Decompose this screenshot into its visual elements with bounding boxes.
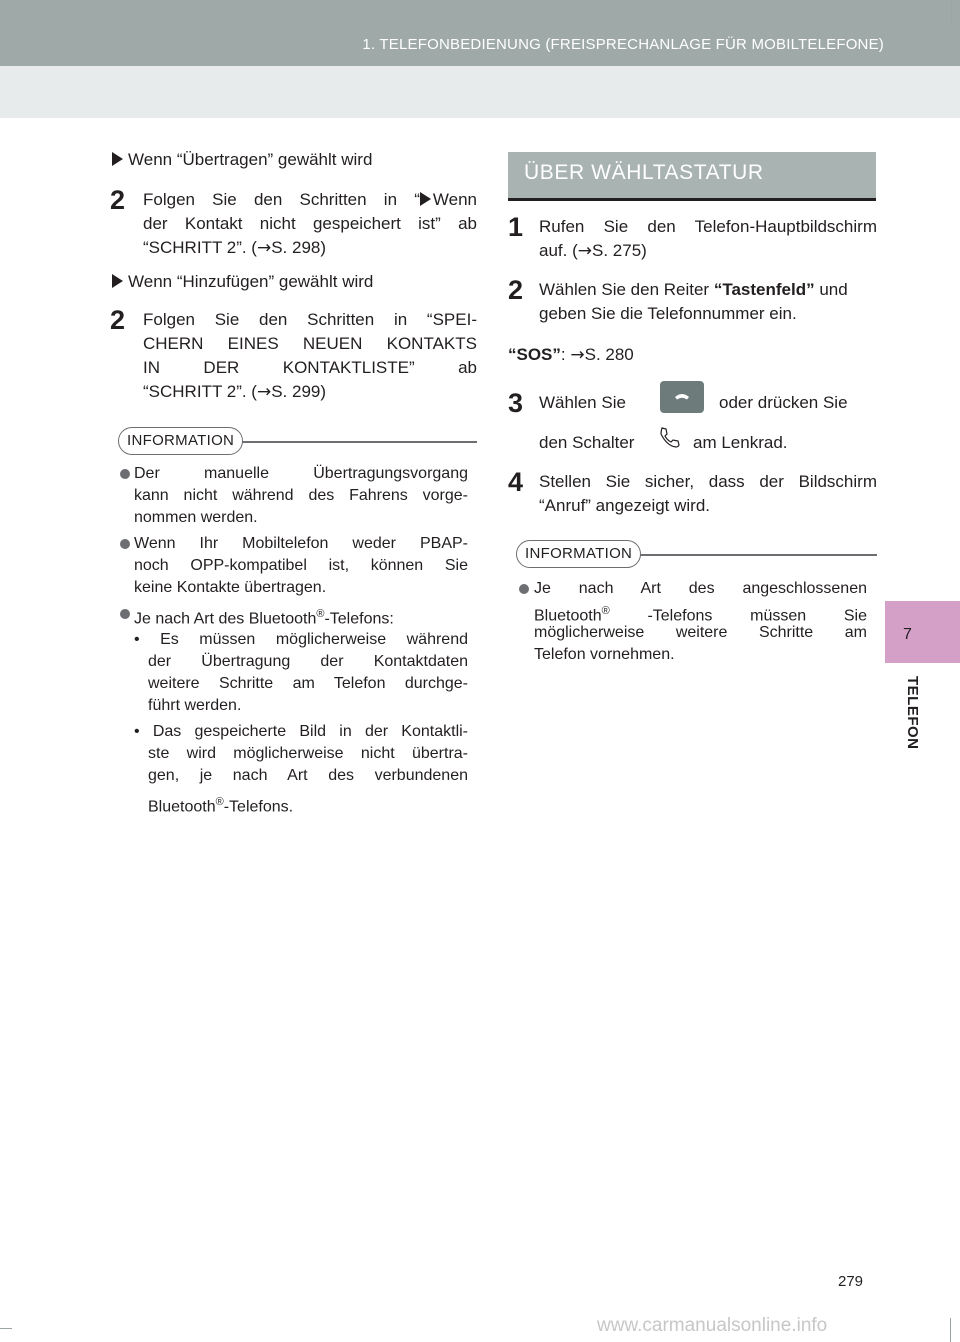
- step-number: 3: [508, 388, 524, 418]
- step-text: Stellen Sie sicher, dass der Bildschirm: [539, 472, 877, 491]
- info-text: Der manuelle Übertragungsvorgang: [134, 465, 468, 482]
- step-text: “SCHRITT 2”. (→S. 299): [143, 382, 327, 402]
- info-subitem: weitere Schritte am Telefon durchge-: [148, 675, 468, 692]
- info-text: Bluetooth® -Telefons müssen Sie: [534, 605, 867, 625]
- triangle-icon: [112, 152, 123, 166]
- step-text: Wählen Sie den Reiter “Tastenfeld” und: [539, 280, 848, 299]
- section-heading-text: ÜBER WÄHLTASTATUR: [524, 161, 764, 184]
- step-number: 2: [110, 185, 126, 215]
- step-text: CHERN EINES NEUEN KONTAKTS: [143, 334, 477, 353]
- step-text: am Lenkrad.: [693, 433, 788, 452]
- step-number: 2: [110, 305, 126, 335]
- arrow-icon: →: [577, 241, 592, 261]
- info-subitem: ste wird möglicherweise nicht übertra-: [148, 745, 468, 762]
- bullet-icon: [120, 539, 130, 549]
- info-text: Telefon vornehmen.: [534, 646, 675, 663]
- info-subitem: • Es müssen möglicherweise während: [134, 631, 468, 648]
- info-text: nommen werden.: [134, 509, 258, 526]
- bullet-icon: [120, 469, 130, 479]
- step-text: Folgen Sie den Schritten in “ Wenn: [143, 190, 477, 209]
- arrow-icon: →: [570, 345, 585, 365]
- substep-title: Wenn “Hinzufügen” gewählt wird: [112, 270, 373, 294]
- information-badge: INFORMATION: [118, 427, 243, 455]
- step-text: der Kontakt nicht gespeichert ist” ab: [143, 214, 477, 233]
- header-bar: [0, 0, 960, 66]
- phone-icon: [660, 381, 704, 413]
- chapter-label: TELEFON: [904, 676, 921, 750]
- arrow-icon: →: [256, 238, 272, 258]
- crop-mark: [951, 0, 952, 22]
- section-heading: [508, 152, 876, 201]
- step-number: 4: [508, 467, 524, 497]
- info-text: kann nicht während des Fahrens vorge-: [134, 487, 468, 504]
- sos-reference: “SOS”: →S. 280: [508, 345, 634, 365]
- step-number: 2: [508, 275, 524, 305]
- chapter-tab: [885, 601, 960, 663]
- step-text: den Schalter: [539, 433, 635, 452]
- call-button-icon: [660, 381, 704, 413]
- phone-handset-icon: [657, 425, 681, 449]
- info-text: möglicherweise weitere Schritte am: [534, 624, 867, 641]
- page-number: 279: [838, 1273, 864, 1290]
- chapter-number: 7: [903, 626, 912, 643]
- information-badge: INFORMATION: [516, 540, 641, 568]
- crop-mark: [0, 1328, 12, 1329]
- step-text: Folgen Sie den Schritten in “SPEI-: [143, 310, 477, 329]
- step-text: oder drücken Sie: [719, 393, 848, 412]
- info-text: keine Kontakte übertragen.: [134, 579, 327, 596]
- info-text: Wenn Ihr Mobiltelefon weder PBAP-: [134, 535, 468, 552]
- info-text: Je nach Art des angeschlossenen: [534, 580, 867, 597]
- info-text: noch OPP-kompatibel ist, können Sie: [134, 557, 468, 574]
- arrow-icon: →: [256, 382, 272, 402]
- triangle-icon: [112, 274, 123, 288]
- step-text: geben Sie die Telefonnummer ein.: [539, 304, 797, 323]
- step-text: Rufen Sie den Telefon-Hauptbildschirm: [539, 217, 877, 236]
- crop-mark: [950, 1318, 951, 1342]
- info-subitem: führt werden.: [148, 697, 242, 714]
- info-text: Je nach Art des Bluetooth®-Telefons:: [134, 608, 394, 628]
- substep-title: Wenn “Übertragen” gewählt wird: [112, 148, 372, 172]
- info-subitem: • Das gespeicherte Bild in der Kontaktli-: [134, 723, 468, 740]
- bullet-icon: [120, 609, 130, 619]
- step-text: Wählen Sie: [539, 393, 626, 412]
- step-text: “SCHRITT 2”. (→S. 298): [143, 238, 327, 258]
- info-subitem: der Übertragung der Kontaktdaten: [148, 653, 468, 670]
- bullet-icon: [519, 584, 529, 594]
- info-subitem: Bluetooth®-Telefons.: [148, 796, 294, 816]
- step-text: auf. (→S. 275): [539, 241, 647, 261]
- step-number: 1: [508, 212, 524, 242]
- step-text: IN DER KONTAKTLISTE” ab: [143, 358, 477, 377]
- info-subitem: gen, je nach Art des verbundenen: [148, 767, 468, 784]
- watermark: www.carmanualsonline.info: [597, 1315, 828, 1336]
- chapter-title: 1. TELEFONBEDIENUNG (FREISPRECHANLAGE FÜR MOBILTELEFONE): [362, 36, 884, 53]
- triangle-icon: [420, 192, 431, 206]
- step-text: “Anruf” angezeigt wird.: [539, 496, 711, 515]
